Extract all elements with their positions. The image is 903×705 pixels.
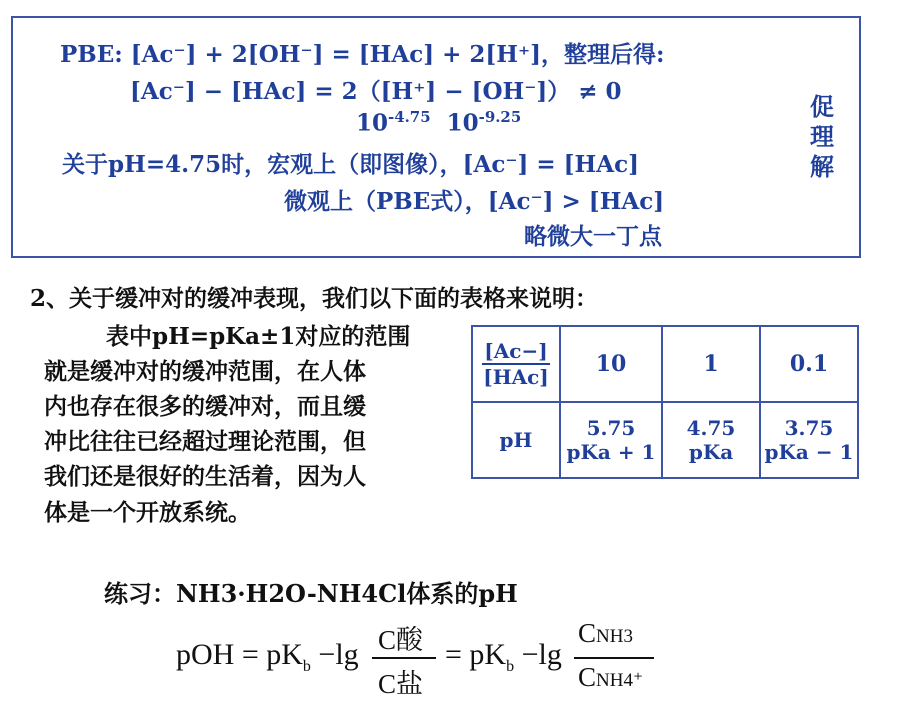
fraction1-denominator: C盐 — [378, 669, 424, 699]
ratio-cell: 10 — [560, 326, 662, 402]
paragraph-line: 就是缓冲对的缓冲范围，在人体 — [44, 358, 366, 385]
buffer-table — [471, 325, 859, 479]
ph-cell: 5.75 pKa + 1 — [560, 402, 662, 478]
concentration-values: $10^{-4.75}$ $10^{-9.25}$ — [356, 108, 522, 137]
ratio-header-cell — [472, 326, 560, 402]
macro-view-line: 关于pH=4.75时，宏观上（即图像），[Ac⁻] = [HAc] — [62, 151, 639, 178]
ph-cell: 4.75 pKa — [662, 402, 760, 478]
fraction1-bar — [372, 657, 436, 659]
slightly-larger-note: 略微大一丁点 — [524, 223, 662, 250]
formula-rhs: = $pK_b -\lg$ — [445, 638, 562, 675]
ph-cell: 3.75 pKa − 1 — [760, 402, 858, 478]
paragraph-line: 冲比往往已经超过理论范围，但 — [44, 428, 366, 455]
paragraph-line: 我们还是很好的生活着，因为人 — [44, 463, 366, 490]
fraction1-numerator: C酸 — [378, 625, 424, 655]
fraction2-numerator: CNH3 — [578, 618, 633, 648]
section-heading: 2、关于缓冲对的缓冲表现，我们以下面的表格来说明： — [30, 285, 599, 312]
side-label: 促 理 解 — [810, 92, 834, 181]
pbe-line: PBE: [Ac⁻] + 2[OH⁻] = [HAc] + 2[H⁺]，整理后得: — [60, 41, 665, 68]
paragraph-line: 表中pH=pKa±1对应的范围 — [106, 323, 411, 350]
micro-view-line: 微观上（PBE式），[Ac⁻] > [HAc] — [284, 188, 665, 215]
fraction2-denominator: CNH4⁺ — [578, 662, 643, 692]
fraction2-bar — [574, 657, 654, 659]
paragraph-line: 内也存在很多的缓冲对，而且缓 — [44, 393, 366, 420]
formula-lhs: pOH = $pK_b -\lg$ — [176, 638, 359, 675]
ratio-cell: 0.1 — [760, 326, 858, 402]
ratio-cell: 1 — [662, 326, 760, 402]
exercise-title: 练习：NH3·H2O-NH4Cl体系的pH — [104, 579, 518, 608]
header-denominator: [HAc] — [483, 365, 549, 389]
header-numerator: [Ac−] — [484, 339, 548, 363]
ph-label-cell: pH — [472, 402, 560, 478]
paragraph-line: 体是一个开放系统。 — [44, 499, 251, 526]
pbe-simplified: [Ac⁻] − [HAc] = 2（[H⁺] − [OH⁻]） ≠ 0 — [130, 78, 622, 105]
